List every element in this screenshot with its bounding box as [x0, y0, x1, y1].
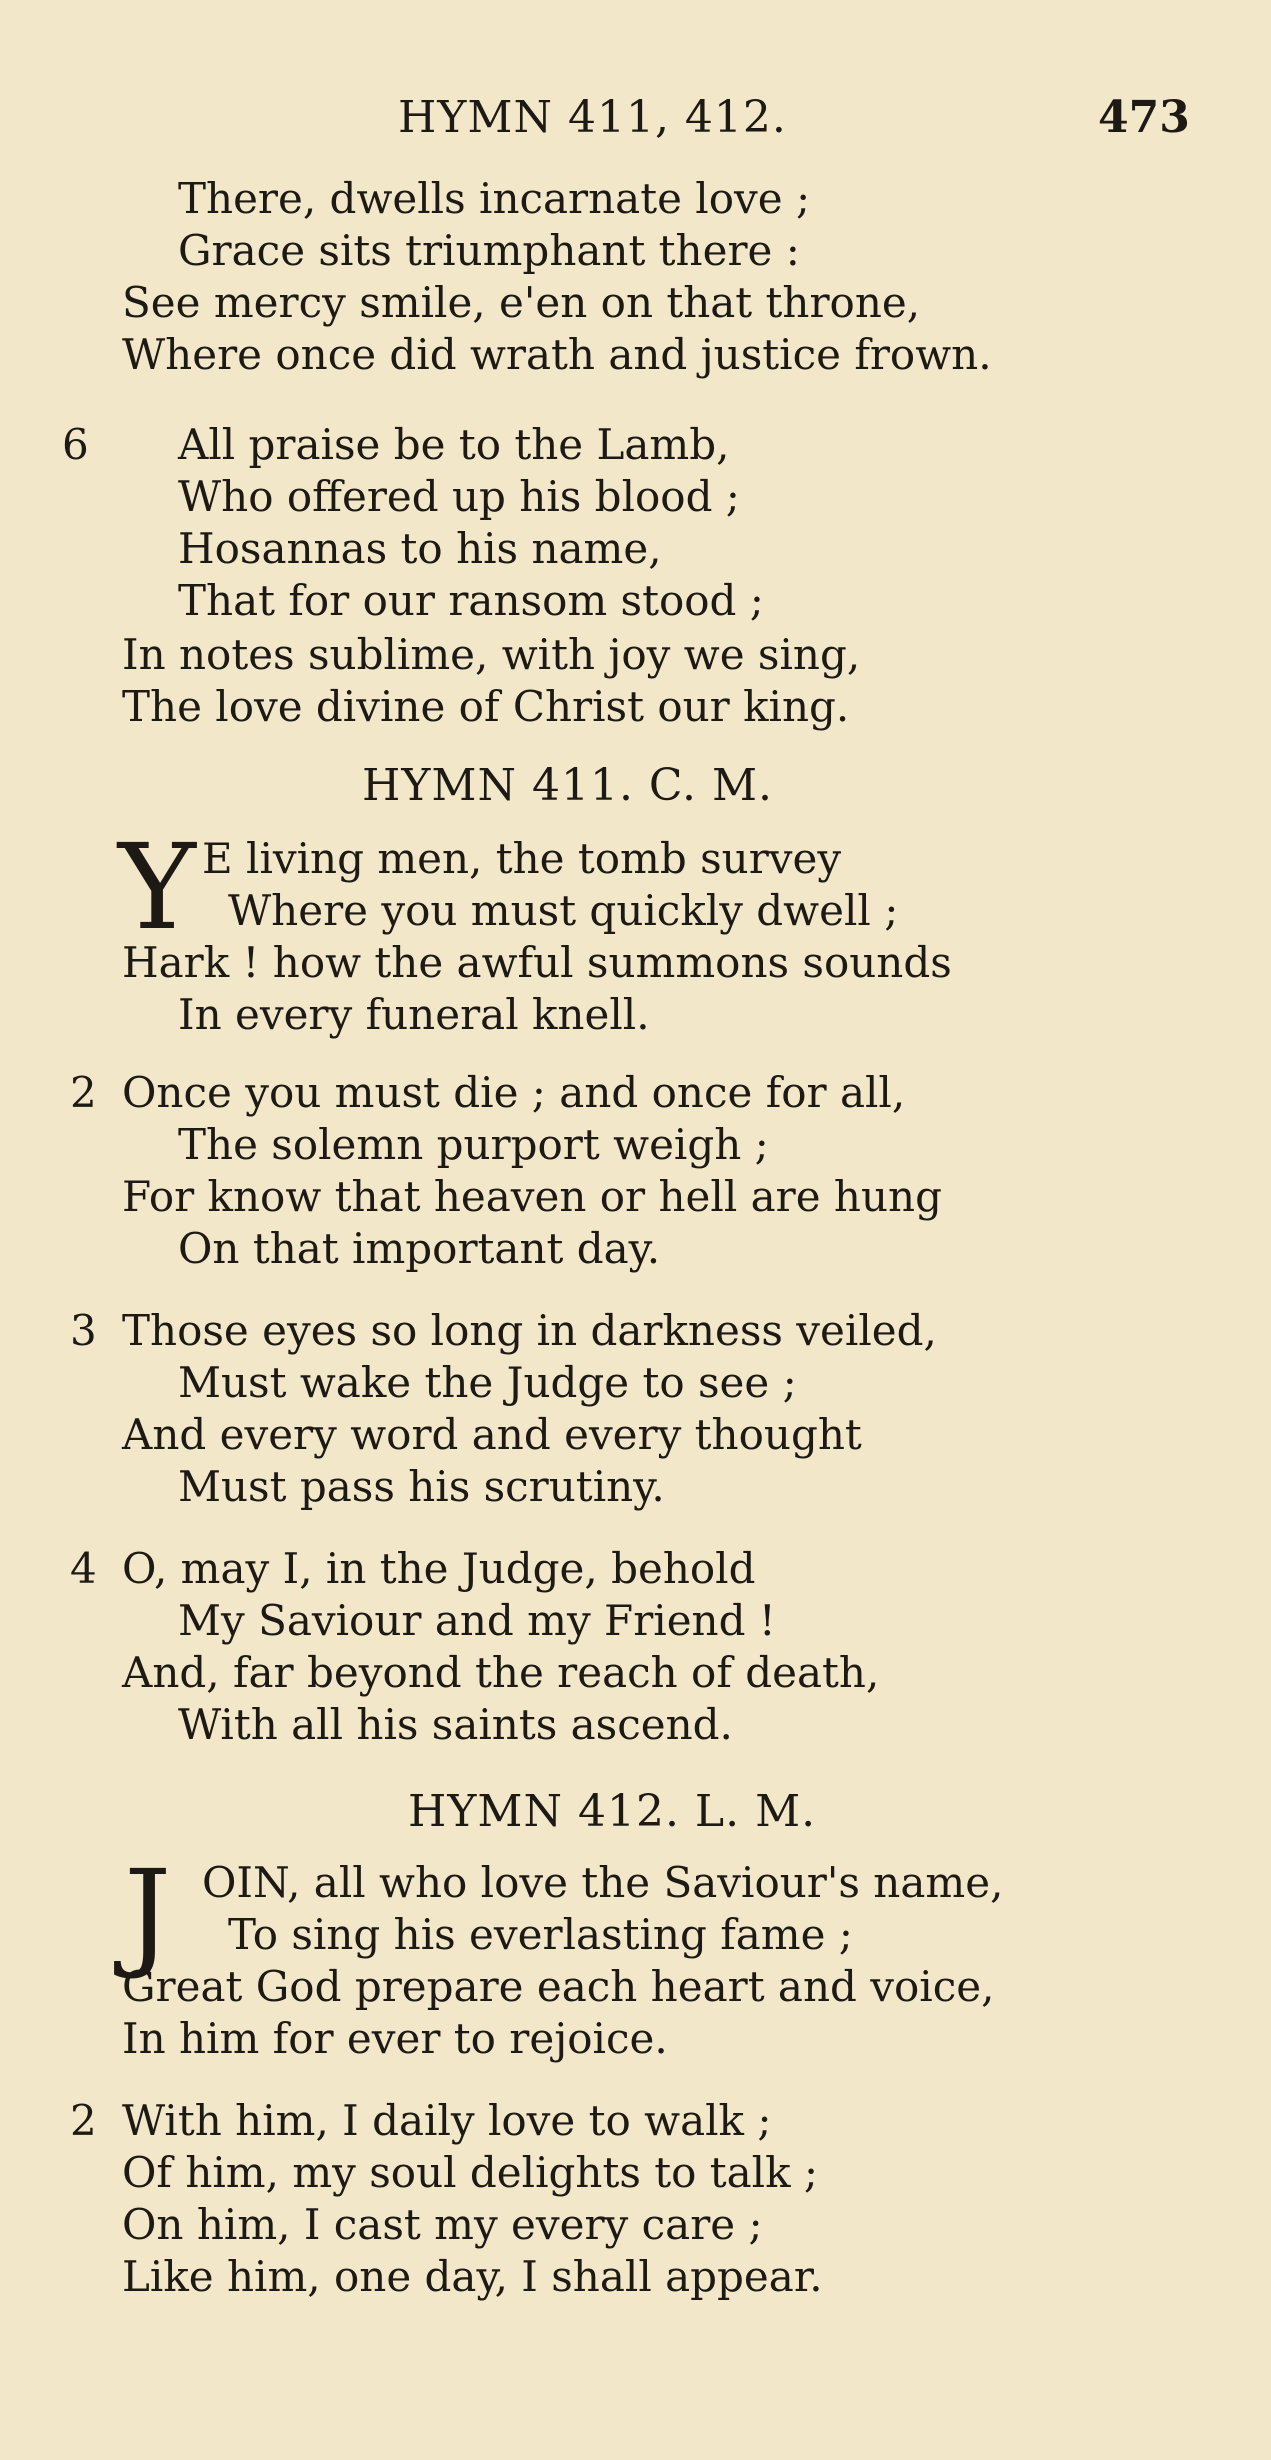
hymn-title: HYMN 411. C. M.	[362, 760, 774, 811]
verse-line: Hosannas to his name,	[178, 524, 662, 573]
verse-line: O, may I, in the Judge, behold	[122, 1544, 756, 1593]
verse-line: In notes sublime, with joy we sing,	[122, 630, 861, 679]
verse-number: 3	[70, 1306, 97, 1355]
verse-line: Grace sits triumphant there :	[178, 226, 800, 275]
verse-line: Of him, my soul delights to talk ;	[122, 2148, 819, 2197]
verse-line: For know that heaven or hell are hung	[122, 1172, 942, 1221]
drop-cap: J	[124, 1844, 172, 1982]
verse-line: In every funeral knell.	[178, 990, 650, 1039]
verse-line: Hark ! how the awful summons sounds	[122, 938, 952, 987]
verse-line: To sing his everlasting fame ;	[228, 1910, 853, 1959]
verse-line: Must pass his scrutiny.	[178, 1462, 665, 1511]
verse-line: With him, I daily love to walk ;	[122, 2096, 772, 2145]
verse-line: E living men, the tomb survey	[202, 834, 842, 883]
drop-cap: Y	[118, 818, 196, 956]
verse-line: That for our ransom stood ;	[178, 576, 764, 625]
verse-line: Must wake the Judge to see ;	[178, 1358, 797, 1407]
verse-line: OIN, all who love the Saviour's name,	[202, 1858, 1004, 1907]
verse-line: Great God prepare each heart and voice,	[122, 1962, 995, 2011]
verse-line: With all his saints ascend.	[178, 1700, 733, 1749]
verse-line: Those eyes so long in darkness veiled,	[122, 1306, 937, 1355]
running-header: HYMN 411, 412.	[398, 92, 787, 143]
verse-line: And, far beyond the reach of death,	[122, 1648, 880, 1697]
verse-number: 6	[62, 420, 89, 469]
verse-line: Where once did wrath and justice frown.	[122, 330, 992, 379]
hymn-title: HYMN 412. L. M.	[408, 1786, 817, 1837]
verse-line: My Saviour and my Friend !	[178, 1596, 776, 1645]
verse-line: On him, I cast my every care ;	[122, 2200, 763, 2249]
verse-number: 4	[70, 1544, 97, 1593]
verse-line: Where you must quickly dwell ;	[228, 886, 899, 935]
verse-line: Like him, one day, I shall appear.	[122, 2252, 823, 2301]
verse-line: The love divine of Christ our king.	[122, 682, 850, 731]
verse-line: On that important day.	[178, 1224, 661, 1273]
verse-line: All praise be to the Lamb,	[178, 420, 730, 469]
verse-line: And every word and every thought	[122, 1410, 862, 1459]
page-number: 473	[1098, 92, 1190, 143]
verse-number: 2	[70, 1068, 97, 1117]
verse-line: There, dwells incarnate love ;	[178, 174, 811, 223]
verse-line: Once you must die ; and once for all,	[122, 1068, 906, 1117]
verse-line: Who offered up his blood ;	[178, 472, 740, 521]
verse-line: In him for ever to rejoice.	[122, 2014, 668, 2063]
verse-line: See mercy smile, e'en on that throne,	[122, 278, 921, 327]
verse-line: The solemn purport weigh ;	[178, 1120, 769, 1169]
verse-number: 2	[70, 2096, 97, 2145]
